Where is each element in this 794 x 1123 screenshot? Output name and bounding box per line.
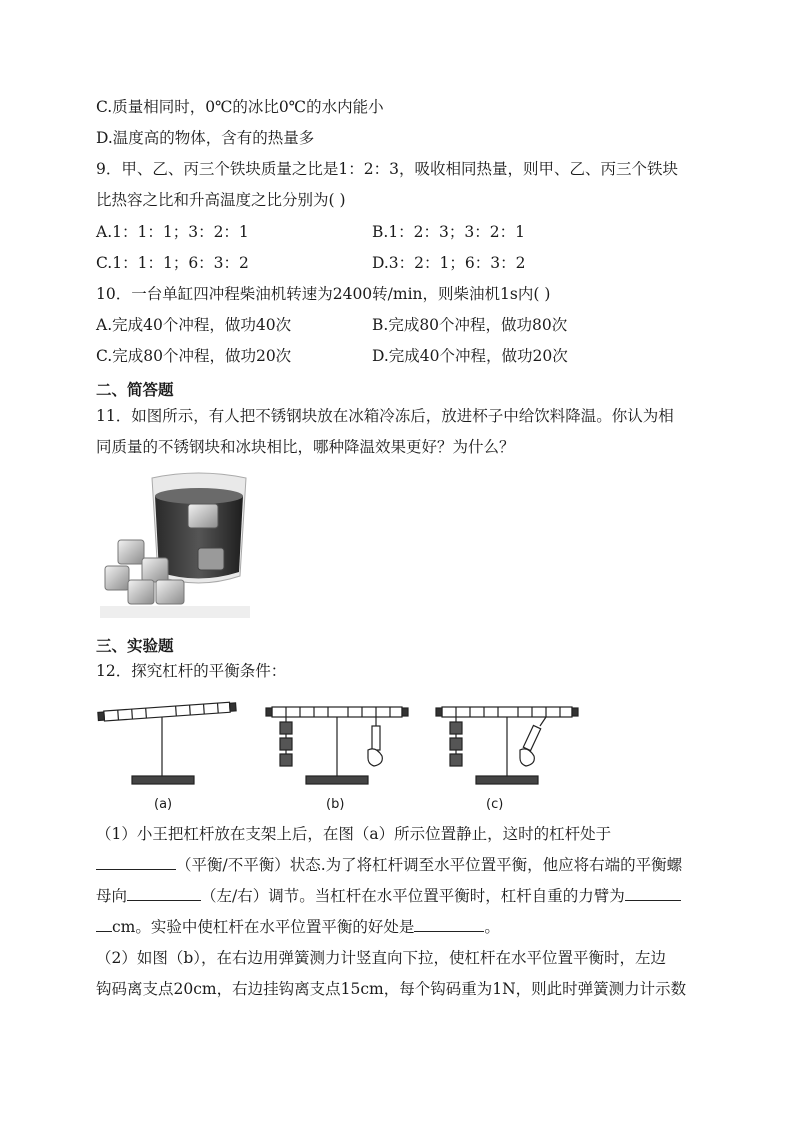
part-1-line3-text-a: 母向 [96,887,128,905]
part-2-line1: （2）如图（b），在右边用弹簧测力计竖直向下拉，使杠杆在水平位置平衡时，左边 [96,949,667,967]
blank-lever-arm-part1[interactable] [625,886,681,901]
option-10b: B.完成80个冲程，做功80次 [372,316,568,334]
question-10: 10．一台单缸四冲程柴油机转速为2400转/min，则柴油机1s内( ) [96,285,551,303]
option-8d: D.温度高的物体，含有的热量多 [96,129,315,147]
option-9a: A.1：1：1；3：2：1 [96,223,249,241]
option-9c: C.1：1：1；6：3：2 [96,254,249,272]
lever-diagram-a [98,702,236,784]
question-11-line2: 同质量的不锈钢块和冰块相比，哪种降温效果更好？为什么？ [96,438,515,456]
part-1-line2 [96,855,682,875]
blank-advantage[interactable] [414,917,484,932]
part-1-line4-text-b: 。 [484,918,500,936]
caption-b: (b) [326,797,345,812]
lever-diagrams [96,692,596,794]
question-9-line2: 比热容之比和升高温度之比分别为( ) [96,191,346,209]
part-1-line3 [96,886,681,906]
part-1-line4-text-a: cm。实验中使杠杆在水平位置平衡的好处是 [112,918,415,936]
section-heading-experiment: 三、实验题 [96,637,174,655]
option-10d: D.完成40个冲程，做功20次 [372,347,568,365]
question-9-line1: 9．甲、乙、丙三个铁块质量之比是1：2：3，吸收相同热量，则甲、乙、丙三个铁块 [96,160,678,178]
question-12: 12．探究杠杆的平衡条件： [96,662,287,680]
blank-balance-state[interactable] [96,855,176,870]
option-9b: B.1：2：3；3：2：1 [372,223,525,241]
part-1-line1: （1）小王把杠杆放在支架上后，在图（a）所示位置静止，这时的杠杆处于 [96,825,612,843]
option-10a: A.完成40个冲程，做功40次 [96,316,292,334]
section-heading-short-answer: 二、简答题 [96,381,174,399]
glass-steel-cubes-image [100,468,250,618]
part-1-line2-text: （平衡/不平衡）状态.为了将杠杆调至水平位置平衡，他应将右端的平衡螺 [176,856,683,874]
caption-c: (c) [486,797,504,812]
lever-diagram-c [436,707,578,784]
part-1-line4 [96,917,500,937]
caption-a: (a) [154,797,173,812]
option-10c: C.完成80个冲程，做功20次 [96,347,292,365]
question-11-line1: 11．如图所示，有人把不锈钢块放在冰箱冷冻后，放进杯子中给饮料降温。你认为相 [96,407,674,425]
part-2-line2: 钩码离支点20cm，右边挂钩离支点15cm，每个钩码重为1N，则此时弹簧测力计示数 [96,980,687,998]
option-9d: D.3：2：1；6：3：2 [372,254,526,272]
lever-diagram-b [266,707,408,784]
blank-nut-direction[interactable] [127,886,201,901]
blank-lever-arm-part2[interactable] [96,917,112,932]
part-1-line3-text-b: （左/右）调节。当杠杆在水平位置平衡时，杠杆自重的力臂为 [201,887,625,905]
option-8c: C.质量相同时，0℃的冰比0℃的水内能小 [96,98,384,116]
